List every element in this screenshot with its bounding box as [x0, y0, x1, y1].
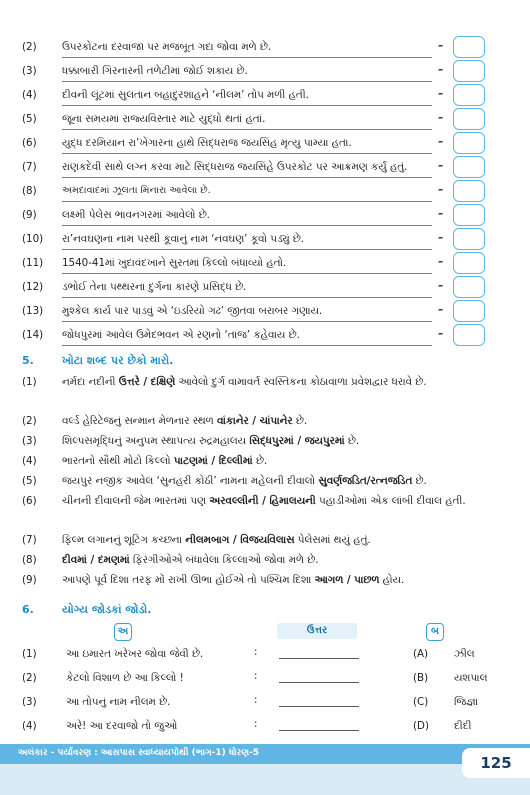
statement-text: રા’નવઘણના નામ પરથી કૂવાનું નામ ‘નવઘણ’ કૂવો પડ્યું છે.	[62, 233, 305, 245]
item-text	[62, 493, 507, 509]
colon: :	[254, 646, 258, 658]
item-number: (3)	[22, 435, 37, 447]
answer-box[interactable]	[453, 156, 485, 178]
item-text	[62, 453, 507, 469]
column-a-text: કેટલો વિશાળ છે આ કિલ્લો !	[66, 672, 184, 684]
answer-box[interactable]	[453, 180, 485, 202]
item-number: (8)	[22, 554, 37, 566]
dash: –	[438, 64, 444, 76]
statement-text: યુદ્ધ દરમિયાન રા’ખેંગારના હાથે સિદ્ધરાજ જયસિંહ મૃત્યુ પામ્યા હતા.	[62, 137, 352, 149]
statement-row	[0, 254, 530, 274]
dash: –	[438, 280, 444, 292]
text-before: જયપુર નજીક આવેલ ‘સુનહરી કોઠી’ નામના મહેલની દીવાલો	[62, 475, 319, 487]
strike-options[interactable]: દીવમાં / દમણમાં	[62, 554, 130, 566]
item-number: (11)	[22, 257, 44, 269]
item-number: (9)	[22, 209, 37, 221]
item-text	[62, 374, 507, 390]
answer-box[interactable]	[453, 132, 485, 154]
item-number: (10)	[22, 233, 44, 245]
answer-box[interactable]	[453, 84, 485, 106]
statement-row	[0, 38, 530, 58]
item-text	[62, 572, 507, 588]
text-after: પેલેસમાં થયું હતું.	[294, 534, 371, 546]
answer-box[interactable]	[453, 324, 485, 346]
text-before: વર્લ્ડ હેરિટેજનું સન્માન મેળનાર સ્થળ	[62, 415, 217, 427]
column-b-text: જિજ્ઞા	[454, 696, 479, 708]
match-row	[0, 668, 530, 692]
strike-options[interactable]: સિદ્ધપુરમાં / જયપુરમાં	[249, 435, 345, 447]
text-after: પહાડીઓમાં એક લાંબી દીવાલ હતી.	[315, 495, 466, 507]
text-after: છે.	[252, 455, 268, 467]
answer-box[interactable]	[453, 108, 485, 130]
column-a-text: અરે! આ દરવાજો તો જુઓ	[66, 720, 178, 732]
match-row	[0, 692, 530, 716]
dash: –	[438, 232, 444, 244]
colon: :	[254, 694, 258, 706]
text-after: હોય.	[379, 574, 405, 586]
item-number: (3)	[22, 696, 37, 708]
row-underline	[62, 81, 432, 82]
text-before: આપણે પૂર્વ દિશા તરફ મોં રાખી ઊભા હોઈએ તો પશ્ચિમ દિશા	[62, 574, 315, 586]
answer-box[interactable]	[453, 228, 485, 250]
statement-row	[0, 278, 530, 298]
answer-line[interactable]	[279, 682, 359, 683]
statement-text: ઉપરકોટના દરવાજા પર મજબૂત ગદા જોવા મળે છે.	[62, 41, 272, 53]
page-number: 125	[462, 748, 530, 778]
item-text	[62, 413, 507, 429]
option-letter: (D)	[413, 720, 429, 732]
strike-options[interactable]: વાંકાનેર / ચાંપાનેર	[216, 415, 293, 427]
colon: :	[254, 718, 258, 730]
item-number: (6)	[22, 495, 37, 507]
column-b-text: યશપાલ	[454, 672, 488, 684]
item-number: (4)	[22, 720, 37, 732]
statement-text: અમદાવાદમાં ઝૂલતા મિનારા આવેલા છે.	[62, 185, 211, 196]
text-after: આવેલો દુર્ગ વામાવર્ત સ્વસ્તિકના કોઠાવાળા પ્રવેશદ્વાર ધરાવે છે.	[175, 376, 427, 388]
row-underline	[62, 273, 432, 274]
strike-options[interactable]: પાટણમાં / દિલ્લીમાં	[173, 455, 253, 467]
statement-text: ધક્કાબારી ગિરનારની તળેટીમાં જોઈ શકાય છે.	[62, 65, 248, 77]
text-before: ભારતનો સૌથી મોટો કિલ્લો	[62, 455, 174, 467]
strike-options[interactable]: નીલમબાગ / વિજયવિલાસ	[185, 534, 295, 546]
row-underline	[62, 129, 432, 130]
statement-text: જૂના સમયમાં રાજ્યવિસ્તાર માટે યુદ્ધો થતાં હતાં.	[62, 113, 266, 125]
dash: –	[438, 112, 444, 124]
text-before: શિલ્પસમૃદ્ધિનું અનુપમ સ્થાપત્ય રુદ્રમહાલય	[62, 435, 250, 447]
answer-box[interactable]	[453, 276, 485, 298]
section-6-heading: યોગ્ય જોડકાં જોડો.	[62, 603, 152, 616]
text-before: નર્મદા નદીની	[62, 376, 119, 388]
strike-options[interactable]: ઉત્તરે / દક્ષિણે	[118, 376, 176, 388]
item-number: (3)	[22, 65, 37, 77]
item-number: (6)	[22, 137, 37, 149]
column-a-text: આ તોપનું નામ નીલમ છે.	[66, 696, 171, 708]
statement-text: રાણકદેવી સાથે લગ્ન કરવા માટે સિદ્ધરાજ જયસિંહે ઉપરકોટ પર આક્રમણ કર્યું હતું.	[62, 161, 408, 173]
item-number: (7)	[22, 161, 37, 173]
section-6-number: 6.	[22, 603, 34, 616]
item-number: (7)	[22, 534, 37, 546]
text-after: છે.	[412, 475, 427, 487]
text-after: ફિરંગીઓએ બંધાવેલા કિલ્લાઓ જોવા મળે છે.	[129, 554, 319, 566]
item-text	[62, 473, 507, 489]
statement-text: જોધપુરમાં આવેલ ઉમેદભવન એ રણનો ‘તાજ’ કહેવાય છે.	[62, 329, 300, 341]
statement-row	[0, 326, 530, 346]
section-5-heading: ખોટા શબ્દ પર છેકો મારો.	[62, 354, 174, 367]
answer-box[interactable]	[453, 204, 485, 226]
dash: –	[438, 256, 444, 268]
footer-book-title: અલંકાર - પર્યાવરણ : આસપાસ સ્વાધ્યાયપોથી (ભાગ-1) ધોરણ-5	[18, 748, 260, 758]
strike-options[interactable]: આગળ / પાછળ	[314, 574, 380, 586]
dash: –	[438, 136, 444, 148]
row-underline	[62, 225, 432, 226]
statement-row	[0, 230, 530, 250]
statement-text: લક્ષ્મી પેલેસ ભાવનગરમાં આવેલો છે.	[62, 209, 210, 221]
dash: –	[438, 40, 444, 52]
answer-line[interactable]	[279, 730, 359, 731]
dash: –	[438, 184, 444, 196]
statement-row	[0, 302, 530, 322]
item-text	[62, 433, 507, 449]
strike-options[interactable]: સુવર્ણજડિત/રત્નજડિત	[318, 475, 413, 487]
section-5-number: 5.	[22, 354, 34, 367]
item-number: (14)	[22, 329, 44, 341]
answer-box[interactable]	[453, 60, 485, 82]
answer-box[interactable]	[453, 36, 485, 58]
statement-row	[0, 86, 530, 106]
column-a-header: અ	[114, 623, 132, 641]
answer-column-header: ઉત્તર	[277, 623, 357, 639]
text-after: છે.	[344, 435, 360, 447]
text-before: ચીનની દીવાલની જેમ ભારતમાં પણ	[62, 495, 210, 507]
match-row	[0, 644, 530, 668]
item-number: (1)	[22, 648, 37, 660]
statement-text: ડભોઈ તેના પથ્થરના દુર્ગના કારણે પ્રસિદ્ધ છે.	[62, 281, 247, 293]
item-number: (4)	[22, 455, 37, 467]
strike-options[interactable]: અરવલ્લીની / હિમાલયની	[209, 495, 316, 507]
row-underline	[62, 297, 432, 298]
item-number: (4)	[22, 89, 37, 101]
page-footer	[0, 734, 530, 795]
colon: :	[254, 670, 258, 682]
row-underline	[62, 201, 432, 202]
statement-row	[0, 62, 530, 82]
statement-row	[0, 158, 530, 178]
dash: –	[438, 88, 444, 100]
row-underline	[62, 321, 432, 322]
answer-line[interactable]	[279, 658, 359, 659]
item-number: (9)	[22, 574, 37, 586]
item-number: (2)	[22, 672, 37, 684]
footer-lower-band	[0, 764, 530, 795]
item-number: (2)	[22, 41, 37, 53]
item-number: (12)	[22, 281, 44, 293]
option-letter: (B)	[413, 672, 429, 684]
column-b-header: બ	[426, 623, 444, 641]
row-underline	[62, 57, 432, 58]
statement-row	[0, 134, 530, 154]
item-number: (13)	[22, 305, 44, 317]
answer-box[interactable]	[453, 300, 485, 322]
item-number: (8)	[22, 185, 37, 197]
dash: –	[438, 160, 444, 172]
row-underline	[62, 249, 432, 250]
row-underline	[62, 177, 432, 178]
item-number: (2)	[22, 415, 37, 427]
option-letter: (C)	[413, 696, 429, 708]
text-after: છે.	[292, 415, 308, 427]
dash: –	[438, 208, 444, 220]
item-number: (5)	[22, 113, 37, 125]
column-b-text: દીદી	[454, 720, 472, 732]
option-letter: (A)	[413, 648, 429, 660]
statement-text: મુશ્કેલ કાર્ય પાર પાડવું એ ‘ઇડરિયો ગઢ’ જીતવા બરાબર ગણાય.	[62, 305, 323, 317]
row-underline	[62, 153, 432, 154]
statement-text: દીવની લૂંટમાં સુલતાન બહાદુરશાહને ‘નીલમ’ તોપ મળી હતી.	[62, 89, 309, 101]
item-text	[62, 532, 507, 548]
statement-row	[0, 206, 530, 226]
statement-row	[0, 182, 530, 202]
column-a-text: આ ઇમારત ખરેખર જોવા જેવી છે.	[66, 648, 204, 660]
row-underline	[62, 345, 432, 346]
statement-row	[0, 110, 530, 130]
column-b-text: ઝીલ	[454, 648, 475, 660]
item-number: (1)	[22, 376, 37, 388]
answer-line[interactable]	[279, 706, 359, 707]
dash: –	[438, 304, 444, 316]
row-underline	[62, 105, 432, 106]
text-before: ફિલ્મ લગાનનું શૂટિંગ કચ્છના	[62, 534, 186, 546]
item-text	[62, 552, 507, 568]
dash: –	[438, 328, 444, 340]
answer-box[interactable]	[453, 252, 485, 274]
statement-text: 1540-41માં ખુદાવંદખાને સુરતમાં કિલ્લો બંધાવ્યો હતો.	[62, 257, 287, 269]
item-number: (5)	[22, 475, 37, 487]
